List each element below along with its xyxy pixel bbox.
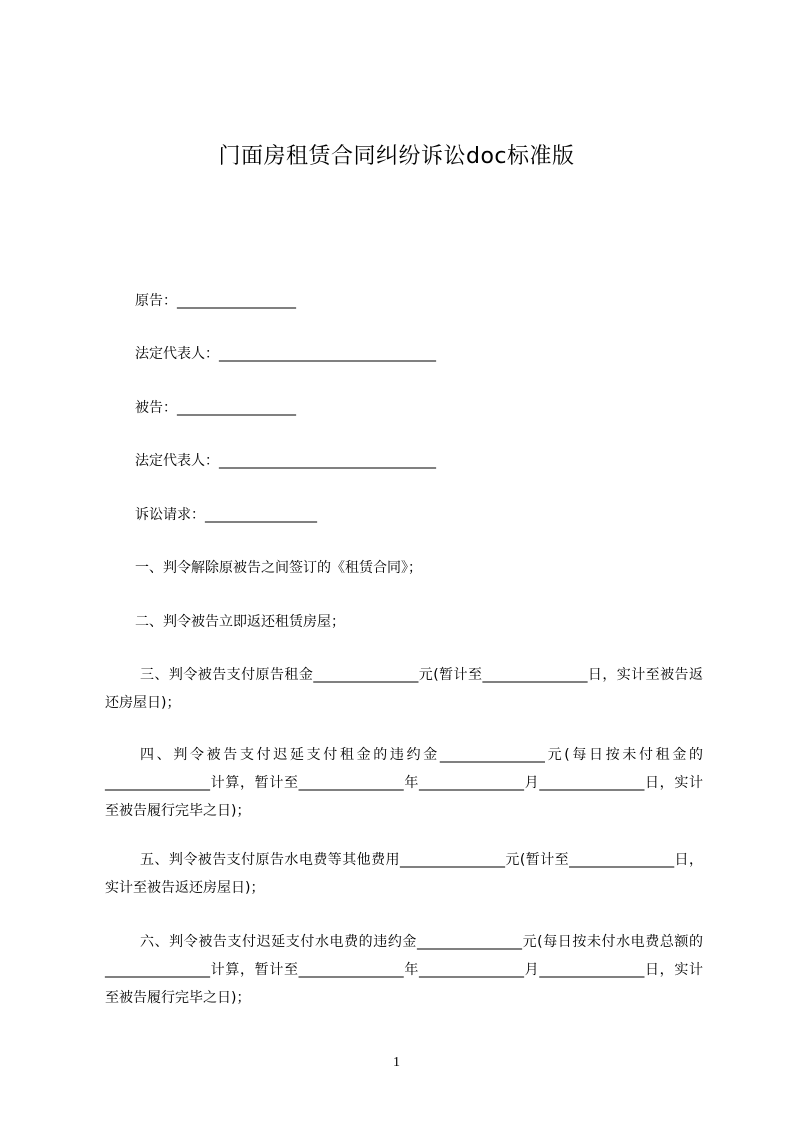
defendant-line: 被告：_________________	[135, 400, 296, 416]
defendant-representative-line: 法定代表人：_______________________________	[135, 453, 436, 469]
claim-4: 四、判令被告支付迟延支付租金的违约金_______________元(每日按未付租金的_______________计算，暂计至_______________年_______________月_______________日，实计至被告履行完毕之日)；	[105, 747, 703, 819]
document-title: 门面房租赁合同纠纷诉讼doc标准版	[218, 144, 575, 169]
claim-2: 二、判令被告立即返还租赁房屋；	[135, 614, 345, 630]
claim-1: 一、判令解除原被告之间签订的《租赁合同》；	[135, 560, 422, 576]
plaintiff-line: 原告：_________________	[135, 293, 296, 309]
claim-6: 六、判令被告支付迟延支付水电费的违约金_______________元(每日按未付水电费总额的_______________计算，暂计至_______________年_______________月_______________日，实计至被告履行完毕之日)；	[105, 934, 703, 1006]
page-number: 1	[393, 1055, 400, 1070]
claim-3: 三、判令被告支付原告租金_______________元(暂计至_______________日，实计至被告返还房屋日)；	[105, 667, 703, 711]
claims-heading: 诉讼请求：________________	[135, 507, 317, 523]
plaintiff-representative-line: 法定代表人：_______________________________	[135, 346, 436, 362]
claim-5: 五、判令被告支付原告水电费等其他费用_______________元(暂计至_______________日，实计至被告返还房屋日)；	[105, 852, 703, 896]
